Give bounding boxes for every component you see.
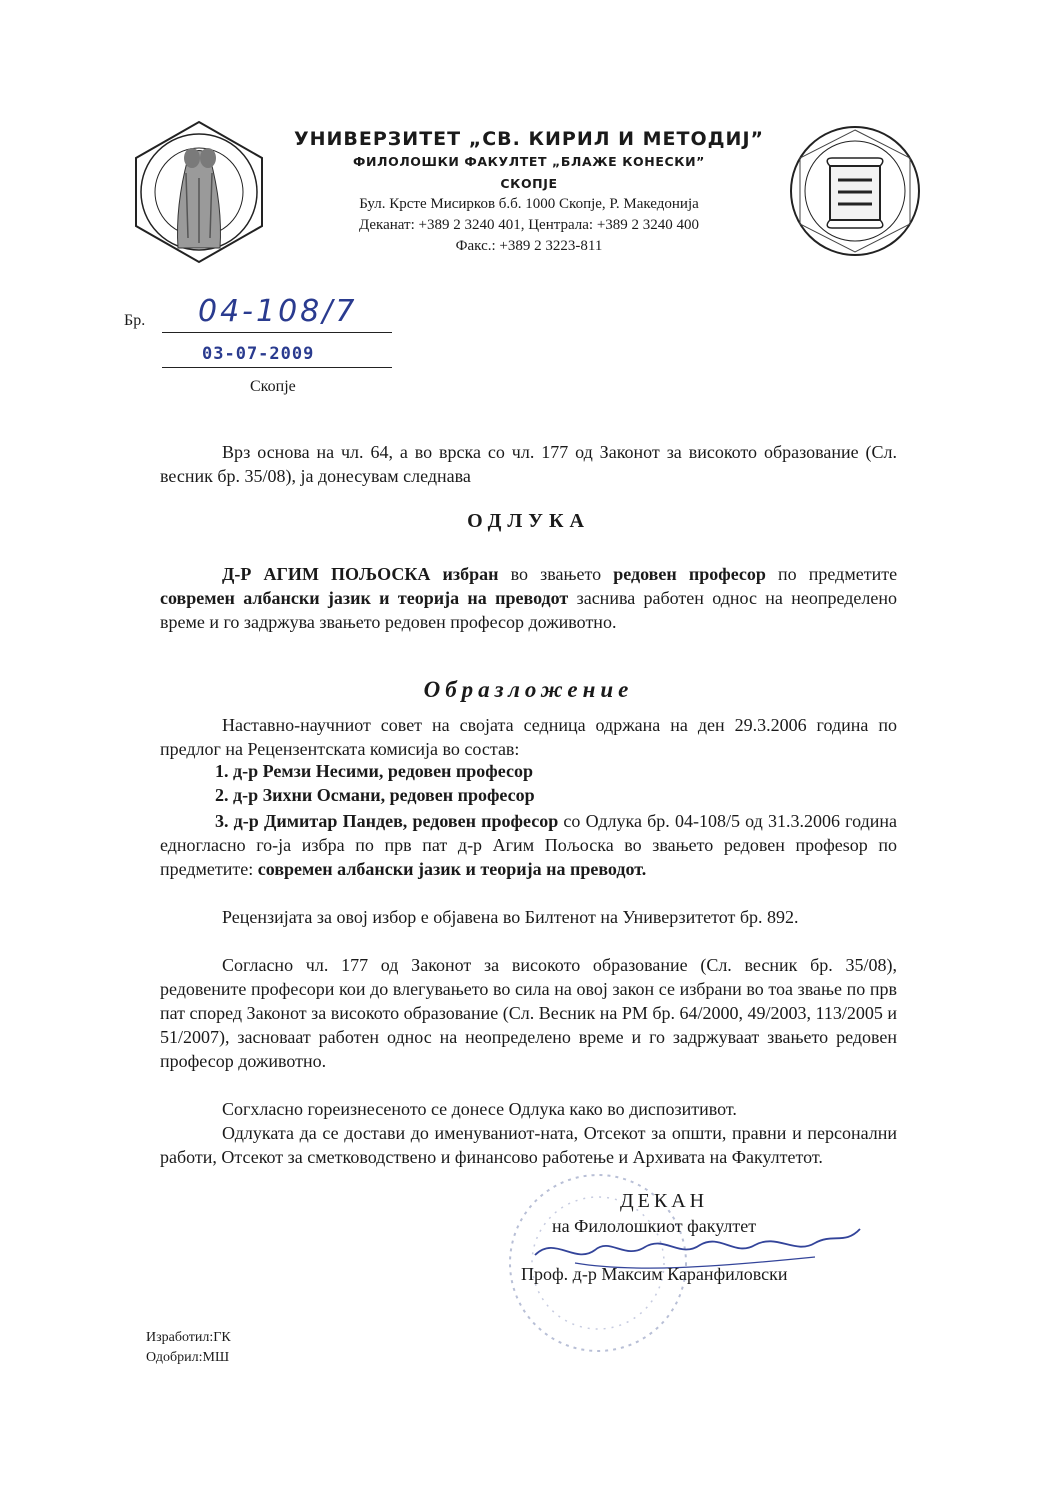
registration-date-stamp: 03-07-2009 [202,344,315,364]
committee-member-2: 2. д-р Зихни Османи, редовен професор [215,785,535,805]
decision-text-1: во звањето [510,564,602,584]
reasoning-paragraph-2-text: со Одлука бр. 04-108/5 од 31.3.2006 година едногласно го-ја избра по прв пат д-р Агим Пољоска во звањето редовен профеѕор по предметите: [160,811,897,879]
reasoning-paragraph-1: Наставно-научниот совет на својата седница одржана на ден 29.3.2006 година по предлог на Рецензентската комисија во состав: [160,715,897,759]
decision-elected: избран [442,564,499,584]
decision-subjects: современ албански јазик и теорија на преводот [160,588,569,608]
header-fax: Факс.: +389 2 3223-811 [455,238,603,254]
registration-place: Скопје [250,378,296,395]
decision-text-2: по предметите [778,564,898,584]
reasoning-paragraph-2 [160,809,897,881]
decision-text-3: заснива работен однос на неопределено време и го задржува звањето редовен професор доживотно. [160,588,897,632]
university-emblem-icon [128,118,270,266]
dean-title: ДЕКАН [620,1190,709,1212]
prepared-by: Изработил:ГК [146,1330,231,1345]
committee-member-3: 3. д-р Димитар Пандев, редовен професор [215,811,559,831]
dean-subtitle: на Филолошкиот факултет [552,1216,757,1236]
faculty-seal-icon [786,122,924,260]
registration-number: 04-108/7 [198,294,358,329]
registration-label: Бр. [124,312,146,329]
approved-by: Одобрил:МШ [146,1350,230,1365]
reasoning-paragraph-4: Согласно чл. 177 од Законот за високото образование (Сл. весник бр. 35/08), редовените професори кои до влегувањето во сила на овој закон се избрани во тоа звање по прв пат според Законот за високото образование (Сл. Весник на РМ бр. 64/2000, 49/2003, 113/2005 и 51/2007), засноваат работен однос на неопределено време и го задржуваат звањето редовен професор доживотно. [160,955,897,1071]
university-name: УНИВЕРЗИТЕТ „СВ. КИРИЛ И МЕТОДИЈ” [293,128,765,150]
reasoning-paragraph-5: Согхласно гореизнесеното се донесе Одлука како во диспозитивот. [222,1099,737,1119]
decision-name: Д-Р АГИМ ПОЉОСКА [222,564,431,584]
reasoning-paragraph-3: Рецензијата за овој избор е објавена во Билтенот на Универзитетот бр. 892. [222,907,799,927]
decision-paragraph [160,562,897,634]
header-address: Бул. Крсте Мисирков б.б. 1000 Скопје, Р. Македонија [359,196,699,212]
registration-number-line [162,332,392,333]
intro-paragraph: Врз основа на чл. 64, а во врска со чл. 177 од Законот за високото образование (Сл. весник бр. 35/08), ја донесувам следнава [160,442,897,486]
decision-rank: редовен професор [613,564,766,584]
reasoning-title: Образложение [423,677,634,702]
faculty-name: ФИЛОЛОШКИ ФАКУЛТЕТ „БЛАЖЕ КОНЕСКИ” [353,154,705,169]
committee-member-1: 1. д-р Ремзи Несими, редовен професор [215,761,533,781]
decision-title: ОДЛУКА [467,510,590,532]
reasoning-paragraph-6: Одлуката да се достави до именуваниот-ната, Отсекот за општи, правни и персонални работи, Отсекот за сметководствено и финансово работење и Архивата на Факултетот. [160,1123,897,1167]
header-phones: Деканат: +389 2 3240 401, Централа: +389 2 3240 400 [358,217,700,233]
registration-date-line [162,367,392,368]
header-city: СКОПЈЕ [500,176,558,191]
reasoning-subjects: современ албански јазик и теорија на преводот. [257,859,647,879]
dean-name: Проф. д-р Максим Каранфиловски [521,1264,788,1284]
